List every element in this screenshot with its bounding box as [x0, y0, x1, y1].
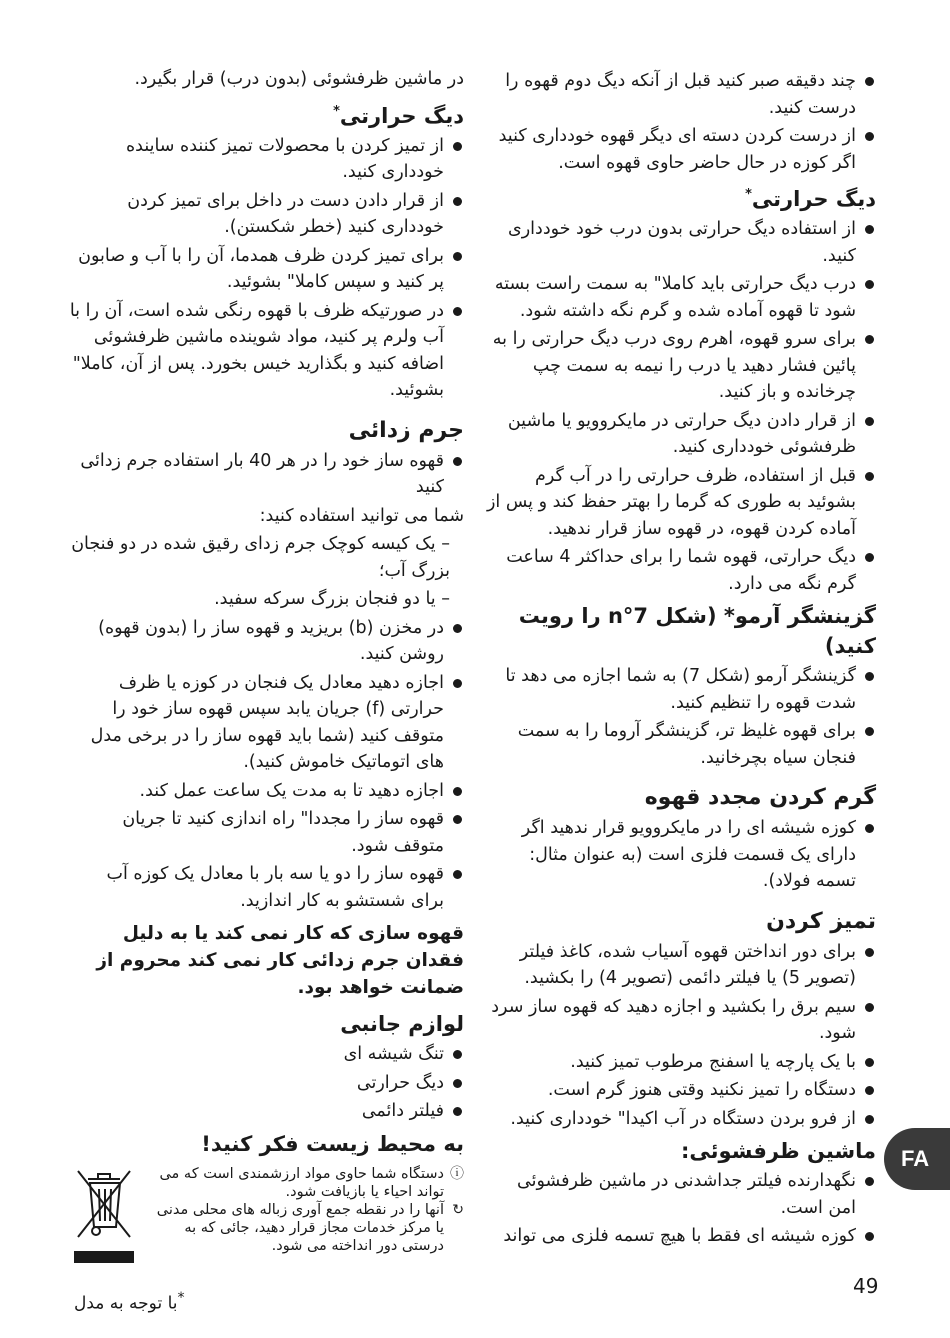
- list-item: اجازه دهید تا به مدت یک ساعت عمل کند.: [68, 778, 464, 805]
- aroma-list: [484, 663, 876, 771]
- list-item: در مخزن (b) بریزید و قهوه ساز را (بدون قهوه) روشن کنید.: [68, 615, 464, 668]
- accessories-list: [68, 1041, 464, 1125]
- list-item: قهوه ساز را مجددا" راه اندازی کنید تا جریان متوقف شود.: [68, 806, 464, 859]
- section-heading-aroma: گزینشگر آرمو* (شکل n°7 را رویت کنید): [518, 604, 876, 658]
- list-item: – یا دو فنجان بزرگ سرکه سفید.: [214, 589, 450, 609]
- list-item: برای تمیز کردن ظرف همدما، آن را با آب و صابون پر کنید و سپس کاملا" بشوئید.: [68, 243, 464, 296]
- left-column: [68, 66, 464, 1275]
- list-item: در صورتیکه ظرف با قهوه رنگی شده است، آن را با آب ولرم پر کنید، مواد شوینده ماشین ظرفشوئی اضافه کنید و بگذارید خیس بخورد. پس از آن، کاملا" بشوئید.: [68, 298, 464, 404]
- list-item: از استفاده دیگ حرارتی بدون درب خود خودداری کنید.: [484, 216, 876, 269]
- right-column: [484, 68, 876, 1252]
- crossed-out-wheelie-bin-icon: [74, 1165, 134, 1265]
- list-item: – یک کیسه کوچک جرم زدای رقیق شده در دو فنجان بزرگ آب؛: [71, 534, 450, 581]
- thermal-list: [484, 216, 876, 597]
- list-item: چند دقیقه صبر کنید قبل از آنکه دیگ دوم قهوه را درست کنید.: [484, 68, 876, 121]
- list-item: تنگ شیشه ای: [68, 1041, 464, 1068]
- info-icon: ⓘ: [450, 1165, 464, 1182]
- list-item: درب دیگ حرارتی باید کاملا" به سمت راست بسته شود تا قهوه آماده شده و گرم نگه داشته شود.: [484, 271, 876, 324]
- descale-steps: [68, 615, 464, 915]
- section-heading-environment: به محیط زیست فکر کنید!: [201, 1131, 464, 1156]
- list-item: دیگ حرارتی: [68, 1070, 464, 1097]
- list-item: از درست کردن دسته ای دیگر قهوه خودداری کنید اگر کوزه در حال حاضر حاوی قهوه است.: [484, 123, 876, 176]
- list-item: کوزه شیشه ای را در مایکروویو قرار ندهید اگر دارای یک قسمت فلزی است (به عنوان مثال: تسمه فولاد).: [484, 815, 876, 895]
- list-item: برای قهوه غلیظ تر، گزینشگر آروما را به سمت فنجان سیاه بچرخانید.: [484, 718, 876, 771]
- cleaning-list: [484, 939, 876, 1133]
- intro-list: [484, 68, 876, 176]
- list-item: گزینشگر آرمو (شکل 7) به شما اجازه می دهد تا شدت قهوه را تنظیم کنید.: [484, 663, 876, 716]
- descale-list: [68, 448, 464, 501]
- section-heading-cleaning: تمیز کردن: [766, 908, 876, 934]
- environment-text: [154, 1165, 464, 1255]
- section-heading-thermal-cleaning: دیگ حرارتی*: [333, 103, 464, 128]
- list-item: برای سرو قهوه، اهرم روی درب دیگ حرارتی را به پائین فشار دهید یا درب را نیمه به سمت چپ چرخانده و باز کنید.: [484, 326, 876, 406]
- list-item: از قرار دادن دست در داخل برای تمیز کردن خودداری کنید (خطر شکستن).: [68, 188, 464, 241]
- list-item: دیگ حرارتی، قهوه شما را برای حداکثر 4 ساعت گرم نگه می دارد.: [484, 544, 876, 597]
- descale-can-use: شما می توانید استفاده کنید:: [259, 505, 464, 526]
- list-item: از قرار دادن دیگ حرارتی در مایکروویو یا ماشین ظرفشوئی خودداری کنید.: [484, 408, 876, 461]
- reheat-list: [484, 815, 876, 895]
- thermal-cleaning-list: [68, 133, 464, 404]
- dishwasher-list: [484, 1168, 876, 1250]
- list-item: از فرو بردن دستگاه در آب اکیدا" خودداری کنید.: [484, 1106, 876, 1133]
- language-tab: FA: [884, 1128, 950, 1190]
- section-heading-reheat: گرم کردن مجدد قهوه: [644, 785, 876, 810]
- list-item: برای دور انداختن قهوه آسیاب شده، کاغذ فیلتر (تصویر 5) یا فیلتر دائمی (تصویر 4) را بکشید.: [484, 939, 876, 992]
- section-heading-thermal: دیگ حرارتی*: [745, 187, 876, 211]
- list-item: دستگاه را تمیز نکنید وقتی هنوز گرم است.: [484, 1077, 876, 1104]
- list-item: سیم برق را بکشید و اجازه دهید که قهوه ساز سرد شود.: [484, 994, 876, 1047]
- section-heading-accessories: لوازم جانبی: [340, 1012, 464, 1036]
- recycle-icon: ↻: [452, 1201, 464, 1218]
- environment-block: [68, 1165, 464, 1275]
- warranty-warning: قهوه سازی که کار نمی کند یا به دلیل فقدان جرم زدائی کار نمی کند محروم از ضمانت خواهد بود.: [96, 923, 464, 998]
- environment-line: ↻ آنها را در نقطه جمع آوری زباله های محلی مدنی یا مرکز خدمات مجاز قرار دهید، جائی که به درستی دور انداخته می شود.: [156, 1201, 464, 1254]
- list-item: از تمیز کردن با محصولات تمیز کننده ساینده خودداری کنید.: [68, 133, 464, 186]
- model-footnote: *با توجه به مدل: [74, 1290, 185, 1314]
- list-item: فیلتر دائمی: [68, 1098, 464, 1125]
- section-heading-descale: جرم زدائی: [348, 417, 464, 443]
- descale-options: [68, 531, 464, 613]
- list-item: با یک پارچه یا اسفنج مرطوب تمیز کنید.: [484, 1049, 876, 1076]
- list-item: قهوه ساز خود را در هر 40 بار استفاده جرم زدائی کنید: [68, 448, 464, 501]
- list-item: کوزه شیشه ای فقط با هیچ تسمه فلزی می تواند: [484, 1223, 876, 1250]
- continuation-text: در ماشین ظرفشوئی (بدون درب) قرار بگیرد.: [134, 69, 464, 89]
- list-item: قبل از استفاده، ظرف حرارتی را در آب گرم بشوئید به طوری که گرما را بهتر حفظ کند و پس از آماده کردن قهوه، در قهوه ساز قرار ندهید.: [484, 463, 876, 543]
- section-heading-dishwasher: ماشین ظرفشوئی:: [681, 1139, 876, 1163]
- list-item: اجازه دهید معادل یک فنجان در کوزه یا ظرف حرارتی (f) جریان یابد سپس قهوه ساز خود را متوقف کنید (شما باید قهوه ساز را در برخی مدل های اتوماتیک خاموش کنید).: [68, 670, 464, 776]
- page-number: 49: [853, 1274, 879, 1298]
- list-item: نگهدارنده فیلتر جداشدنی در ماشین ظرفشوئی امن است.: [484, 1168, 876, 1221]
- environment-line: ⓘ دستگاه شما حاوی مواد ارزشمندی است که می تواند احیاء یا بازیافت شود.: [159, 1165, 464, 1200]
- list-item: قهوه ساز را دو یا سه بار با معادل یک کوزه آب برای شستشو به کار اندازید.: [68, 861, 464, 914]
